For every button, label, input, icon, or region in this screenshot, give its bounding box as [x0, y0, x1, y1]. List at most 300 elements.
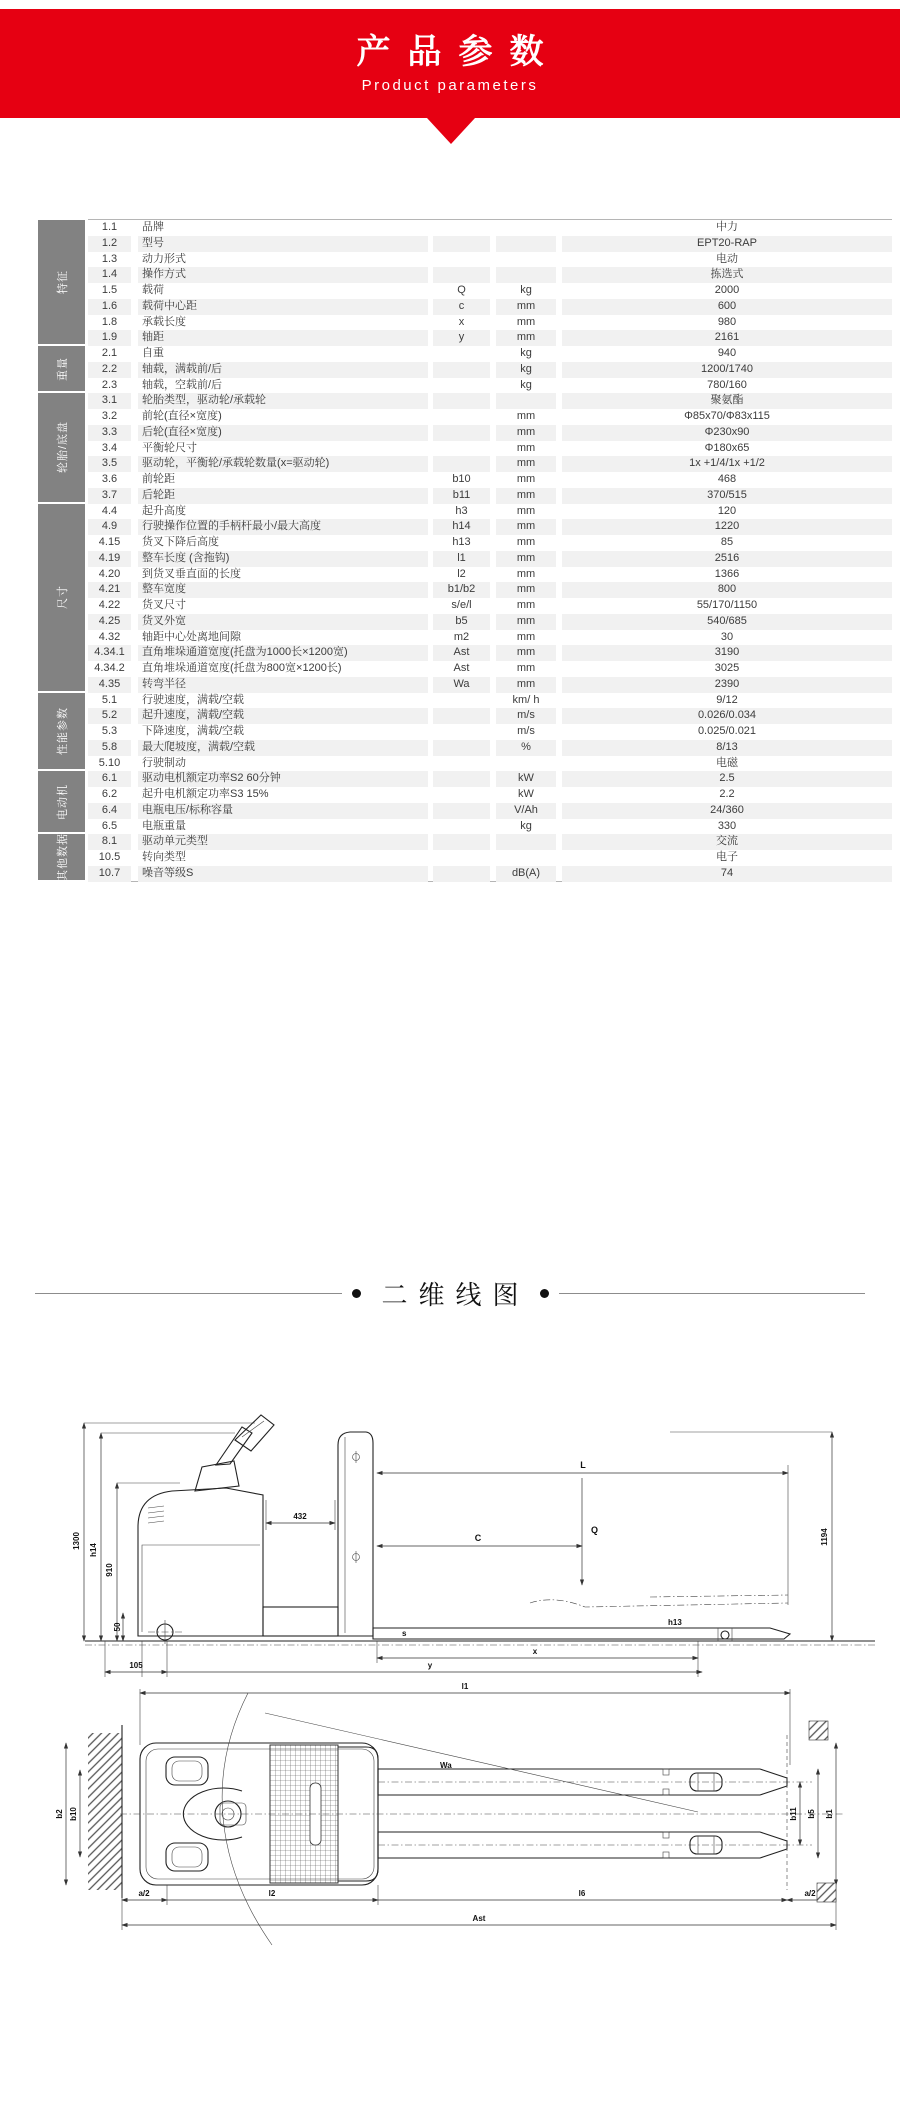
row-name: 行驶制动 — [142, 756, 186, 769]
row-symbol: l1 — [433, 551, 490, 567]
row-unit: mm — [496, 488, 556, 504]
row-name: 平衡轮尺寸 — [142, 441, 197, 454]
row-unit — [496, 834, 556, 850]
row-name: 轴载，满载前/后 — [138, 362, 428, 378]
table-category-sidebar — [38, 220, 85, 882]
row-value: 1x +1/4/1x +1/2 — [562, 456, 892, 472]
dim-label: b10 — [69, 1807, 78, 1821]
row-no: 4.15 — [98, 536, 121, 548]
row-name: 前轮距 — [142, 473, 175, 485]
row-name: 行驶操作位置的手柄杆最小/最大高度 — [138, 519, 428, 535]
row-name: 轴距 — [138, 330, 428, 346]
category-label-text: 轮胎/底盘 — [56, 421, 69, 474]
row-no: 4.32 — [98, 630, 121, 643]
row-no: 3.7 — [88, 488, 131, 504]
row-symbol — [433, 456, 490, 472]
row-no: 1.2 — [88, 236, 131, 252]
row-name: 到货叉垂直面的长度 — [142, 567, 241, 580]
row-no: 1.9 — [88, 330, 131, 346]
row-no: 1.6 — [88, 299, 131, 315]
row-no: 4.34.1 — [88, 645, 131, 661]
dim-label: Wa — [440, 1761, 452, 1770]
row-symbol — [433, 724, 490, 740]
row-symbol — [433, 787, 490, 803]
category-label-text: 电动机 — [56, 783, 69, 820]
row-symbol — [433, 803, 490, 819]
dim-label: 50 — [113, 1622, 122, 1632]
row-name: 载荷中心距 — [138, 299, 428, 315]
dim-label: L — [580, 1460, 586, 1470]
dim-label: h13 — [668, 1618, 682, 1627]
row-symbol — [433, 756, 490, 772]
row-symbol — [433, 740, 490, 756]
page-subtitle: Product parameters — [361, 76, 539, 94]
row-name: 直角堆垛通道宽度(托盘为800宽×1200长) — [142, 662, 342, 674]
row-unit: mm — [516, 504, 536, 517]
dim-label: b1 — [825, 1809, 834, 1819]
row-unit: mm — [516, 662, 536, 674]
table-row — [88, 315, 892, 331]
category-label — [38, 771, 85, 832]
row-value: 中力 — [716, 221, 738, 233]
dim-label: b2 — [55, 1809, 64, 1819]
row-name: 噪音等级S — [138, 866, 428, 882]
row-symbol — [433, 441, 490, 457]
row-symbol: x — [458, 315, 465, 328]
row-symbol: b1/b2 — [433, 582, 490, 598]
row-no: 3.3 — [88, 425, 131, 441]
row-no: 4.25 — [88, 614, 131, 630]
side-view — [72, 1415, 875, 1677]
row-unit: mm — [496, 425, 556, 441]
row-unit: kg — [496, 362, 556, 378]
row-name: 驱动轮，平衡轮/承载轮数量(x=驱动轮) — [138, 456, 428, 472]
row-symbol: b10 — [452, 473, 471, 485]
row-value: Φ180x65 — [704, 441, 750, 454]
row-no: 3.1 — [88, 393, 131, 409]
row-no: 1.3 — [101, 252, 118, 265]
row-value: 85 — [720, 536, 734, 548]
row-no: 4.9 — [88, 519, 131, 535]
row-symbol: Wa — [433, 677, 490, 693]
row-no: 6.1 — [88, 771, 131, 787]
row-unit: mm — [516, 630, 536, 643]
row-symbol — [433, 252, 490, 268]
table-row — [88, 850, 892, 866]
row-no: 3.2 — [101, 410, 118, 422]
table-row — [88, 645, 892, 661]
row-symbol — [433, 819, 490, 835]
dim-label: l1 — [461, 1682, 469, 1691]
category-label — [38, 834, 85, 879]
category-label-text: 尺寸 — [56, 585, 69, 609]
dim-label: l6 — [578, 1889, 586, 1898]
row-symbol — [433, 267, 490, 283]
row-symbol — [433, 425, 490, 441]
row-value: 120 — [717, 504, 737, 517]
table-row — [88, 504, 892, 520]
row-unit: mm — [516, 315, 536, 328]
row-value: 74 — [562, 866, 892, 882]
row-value: 1366 — [714, 567, 740, 580]
row-unit: mm — [496, 551, 556, 567]
row-name: 前轮(直径×宽度) — [142, 410, 222, 422]
row-name: 货叉下降后高度 — [142, 536, 219, 548]
row-unit — [496, 756, 556, 772]
page-title: 产品参数 — [356, 33, 561, 71]
row-value: 330 — [717, 819, 737, 832]
dim-label: s — [402, 1629, 407, 1638]
row-symbol: l2 — [457, 567, 466, 580]
row-name: 型号 — [138, 236, 428, 252]
row-name: 整车长度 (含拖钩) — [138, 551, 428, 567]
row-no: 1.4 — [88, 267, 131, 283]
row-value: 800 — [562, 582, 892, 598]
row-unit: V/Ah — [496, 803, 556, 819]
table-row — [88, 330, 892, 346]
row-symbol: h14 — [433, 519, 490, 535]
table-row — [88, 819, 892, 835]
table-row — [88, 441, 892, 457]
row-value: 540/685 — [562, 614, 892, 630]
row-value: 9/12 — [716, 693, 738, 706]
row-name: 直角堆垛通道宽度(托盘为1000长×1200宽) — [138, 645, 428, 661]
row-value: 940 — [717, 347, 737, 359]
row-unit: mm — [516, 567, 536, 580]
row-unit: mm — [496, 330, 556, 346]
table-row — [88, 834, 892, 850]
row-value: Φ230x90 — [562, 425, 892, 441]
section-title: 二维线图 — [381, 1279, 530, 1310]
dim-label: 105 — [129, 1661, 143, 1670]
row-unit: km/ h — [512, 693, 540, 706]
banner-pointer — [427, 118, 475, 144]
section-divider — [35, 1272, 865, 1314]
row-no: 10.7 — [88, 866, 131, 882]
row-value: 交流 — [562, 834, 892, 850]
table-row — [88, 614, 892, 630]
row-name: 电瓶重量 — [142, 819, 186, 832]
row-name: 品牌 — [142, 221, 164, 233]
table-row — [88, 866, 892, 882]
category-label-text: 重量 — [56, 356, 69, 381]
row-name: 后轮(直径×宽度) — [138, 425, 428, 441]
table-row — [88, 378, 892, 394]
table-row — [88, 393, 892, 409]
row-value: 600 — [562, 299, 892, 315]
row-unit: kg — [520, 284, 532, 296]
row-name: 驱动单元类型 — [138, 834, 428, 850]
row-unit: mm — [516, 599, 536, 611]
row-unit: kg — [520, 819, 532, 832]
category-label — [38, 504, 85, 691]
dim-label: a/2 — [804, 1889, 816, 1898]
table-row — [88, 693, 892, 709]
table-row — [88, 425, 892, 441]
row-value: 1220 — [562, 519, 892, 535]
table-row — [88, 630, 892, 646]
row-no: 2.2 — [88, 362, 131, 378]
row-symbol — [433, 834, 490, 850]
row-value: 2.5 — [562, 771, 892, 787]
row-no: 4.22 — [98, 599, 121, 611]
row-symbol — [433, 378, 490, 394]
dim-label: 432 — [293, 1512, 307, 1521]
row-unit: mm — [496, 614, 556, 630]
row-symbol — [433, 220, 490, 236]
row-unit: kW — [496, 771, 556, 787]
row-value: 468 — [717, 473, 737, 485]
row-name: 转向类型 — [142, 851, 186, 863]
row-name: 驱动电机额定功率S2 60分钟 — [138, 771, 428, 787]
row-unit: mm — [496, 299, 556, 315]
row-no: 5.3 — [101, 725, 118, 737]
table-row — [88, 409, 892, 425]
row-no: 6.5 — [101, 819, 118, 832]
row-unit: mm — [516, 410, 536, 422]
row-symbol: Ast — [433, 645, 490, 661]
row-name: 轴距中心处离地间隙 — [142, 630, 241, 643]
row-name: 电瓶电压/标称容量 — [138, 803, 428, 819]
row-value: 8/13 — [562, 740, 892, 756]
row-symbol: h3 — [455, 504, 468, 517]
row-name: 载荷 — [142, 284, 164, 296]
row-name: 起升高度 — [142, 504, 186, 517]
row-unit: mm — [496, 677, 556, 693]
row-name: 轴载，空载前/后 — [142, 378, 223, 391]
row-value: 2161 — [562, 330, 892, 346]
row-symbol — [433, 346, 490, 362]
category-label — [38, 346, 85, 391]
row-unit — [496, 267, 556, 283]
category-label — [38, 220, 85, 344]
row-name: 动力形式 — [142, 252, 186, 265]
row-symbol — [433, 693, 490, 709]
dim-label: C — [474, 1533, 482, 1543]
table-row — [88, 740, 892, 756]
row-symbol — [433, 708, 490, 724]
category-label — [38, 393, 85, 501]
row-no: 6.2 — [101, 788, 118, 800]
row-unit: dB(A) — [496, 866, 556, 882]
dim-label: b11 — [789, 1807, 798, 1821]
row-no: 2.1 — [101, 347, 118, 359]
row-name: 后轮距 — [138, 488, 428, 504]
row-no: 4.35 — [88, 677, 131, 693]
row-value: 24/360 — [562, 803, 892, 819]
dim-label: h14 — [89, 1543, 98, 1557]
row-unit: mm — [496, 456, 556, 472]
table-row — [88, 236, 892, 252]
row-name: 整车宽度 — [138, 582, 428, 598]
row-no: 5.2 — [88, 708, 131, 724]
table-row — [88, 519, 892, 535]
table-row — [88, 803, 892, 819]
row-no: 5.8 — [88, 740, 131, 756]
divider-line-left — [35, 1293, 342, 1294]
table-row — [88, 756, 892, 772]
row-symbol — [433, 850, 490, 866]
table-row — [88, 252, 892, 268]
dot-icon — [352, 1289, 361, 1298]
spec-table-rows — [88, 220, 892, 882]
row-value: 2516 — [562, 551, 892, 567]
dim-label: x — [532, 1647, 538, 1656]
row-value: EPT20-RAP — [562, 236, 892, 252]
dim-label: y — [427, 1661, 433, 1670]
dim-label: Q — [591, 1525, 599, 1535]
dim-label: 910 — [105, 1563, 114, 1577]
row-no: 5.1 — [101, 693, 118, 706]
row-name: 转弯半径 — [138, 677, 428, 693]
table-row — [88, 582, 892, 598]
table-row — [88, 299, 892, 315]
row-name: 起升电机额定功率S3 15% — [142, 788, 269, 800]
row-name: 操作方式 — [138, 267, 428, 283]
row-value: 980 — [717, 315, 737, 328]
row-value: 780/160 — [707, 378, 747, 391]
table-row — [88, 771, 892, 787]
table-row — [88, 677, 892, 693]
dim-label: 1300 — [72, 1532, 81, 1550]
row-value: 370/515 — [562, 488, 892, 504]
row-no: 10.5 — [98, 851, 121, 863]
dot-icon — [540, 1289, 549, 1298]
row-symbol: c — [433, 299, 490, 315]
row-value: 电磁 — [716, 756, 738, 769]
row-value: 2000 — [714, 284, 740, 296]
row-symbol — [433, 393, 490, 409]
top-view — [55, 1682, 845, 1945]
row-unit: kg — [520, 378, 532, 391]
row-unit: mm — [496, 582, 556, 598]
dim-label: a/2 — [138, 1889, 150, 1898]
row-symbol: s/e/l — [451, 599, 472, 611]
table-row — [88, 708, 892, 724]
row-symbol: Ast — [453, 662, 470, 674]
row-value: Φ85x70/Φ83x115 — [684, 410, 770, 422]
row-name: 轮胎类型，驱动轮/承载轮 — [138, 393, 428, 409]
row-value: 1200/1740 — [562, 362, 892, 378]
table-row — [88, 661, 892, 677]
category-label-text: 其他数据 — [56, 832, 69, 881]
row-unit: mm — [496, 519, 556, 535]
table-row — [88, 567, 892, 583]
table-row — [88, 598, 892, 614]
row-value: 30 — [720, 630, 734, 643]
dim-label: Ast — [472, 1914, 486, 1923]
category-label-text: 性能参数 — [56, 706, 69, 755]
table-row — [88, 283, 892, 299]
row-value: 3025 — [714, 662, 740, 674]
dim-label: b5 — [807, 1809, 816, 1819]
row-symbol: y — [433, 330, 490, 346]
row-symbol — [433, 362, 490, 378]
row-no: 4.34.2 — [94, 662, 125, 674]
technical-drawing-svg — [30, 1345, 875, 2005]
row-name: 行驶速度，满载/空载 — [142, 693, 245, 706]
row-symbol — [433, 866, 490, 882]
table-row — [88, 362, 892, 378]
row-symbol: b11 — [433, 488, 490, 504]
table-row — [88, 267, 892, 283]
row-unit: kW — [518, 788, 534, 800]
row-name: 下降速度，满载/空载 — [142, 725, 245, 737]
row-symbol: Q — [457, 284, 466, 296]
header-banner — [0, 9, 900, 118]
row-unit: m/s — [496, 708, 556, 724]
row-symbol — [433, 771, 490, 787]
row-no: 1.1 — [101, 221, 118, 233]
row-unit — [496, 393, 556, 409]
row-unit: mm — [516, 536, 536, 548]
row-value: 2.2 — [719, 788, 735, 800]
row-value: 0.025/0.021 — [697, 725, 757, 737]
row-value: 2390 — [562, 677, 892, 693]
row-unit: m/s — [517, 725, 535, 737]
row-value: 0.026/0.034 — [562, 708, 892, 724]
row-symbol: b5 — [433, 614, 490, 630]
row-no: 2.3 — [101, 378, 118, 391]
row-value: 电子 — [716, 851, 738, 863]
row-name: 货叉外宽 — [138, 614, 428, 630]
row-name: 起升速度，满载/空载 — [138, 708, 428, 724]
category-label — [38, 693, 85, 770]
row-unit: mm — [516, 441, 536, 454]
dim-label: l2 — [268, 1889, 276, 1898]
row-name: 最大爬坡度，满载/空载 — [138, 740, 428, 756]
category-label-text: 特征 — [56, 270, 69, 294]
row-no: 4.4 — [101, 504, 118, 517]
row-no: 1.8 — [101, 315, 118, 328]
table-row — [88, 488, 892, 504]
row-value: 3190 — [562, 645, 892, 661]
row-no: 5.10 — [98, 756, 121, 769]
row-value: 聚氨酯 — [562, 393, 892, 409]
row-no: 3.5 — [88, 456, 131, 472]
table-row — [88, 551, 892, 567]
row-no: 4.20 — [98, 567, 121, 580]
row-no: 4.19 — [88, 551, 131, 567]
row-no: 4.21 — [88, 582, 131, 598]
table-row — [88, 535, 892, 551]
table-row — [88, 724, 892, 740]
row-unit: % — [496, 740, 556, 756]
row-value: 电动 — [716, 252, 738, 265]
row-value: 拣选式 — [562, 267, 892, 283]
row-no: 6.4 — [88, 803, 131, 819]
row-no: 8.1 — [88, 834, 131, 850]
row-unit: mm — [496, 645, 556, 661]
row-unit — [496, 252, 556, 268]
row-symbol: h13 — [452, 536, 471, 548]
row-value: 55/170/1150 — [696, 599, 758, 611]
dim-label: 1194 — [820, 1528, 829, 1546]
divider-line-right — [559, 1293, 866, 1294]
table-row — [88, 456, 892, 472]
row-name: 货叉尺寸 — [142, 599, 186, 611]
row-unit — [496, 850, 556, 866]
row-unit: mm — [516, 473, 536, 485]
row-no: 3.6 — [101, 473, 118, 485]
table-row — [88, 346, 892, 362]
row-no: 1.5 — [101, 284, 118, 296]
row-unit: kg — [520, 347, 532, 359]
table-row — [88, 472, 892, 488]
row-symbol — [433, 409, 490, 425]
row-unit — [496, 236, 556, 252]
table-row — [88, 220, 892, 236]
